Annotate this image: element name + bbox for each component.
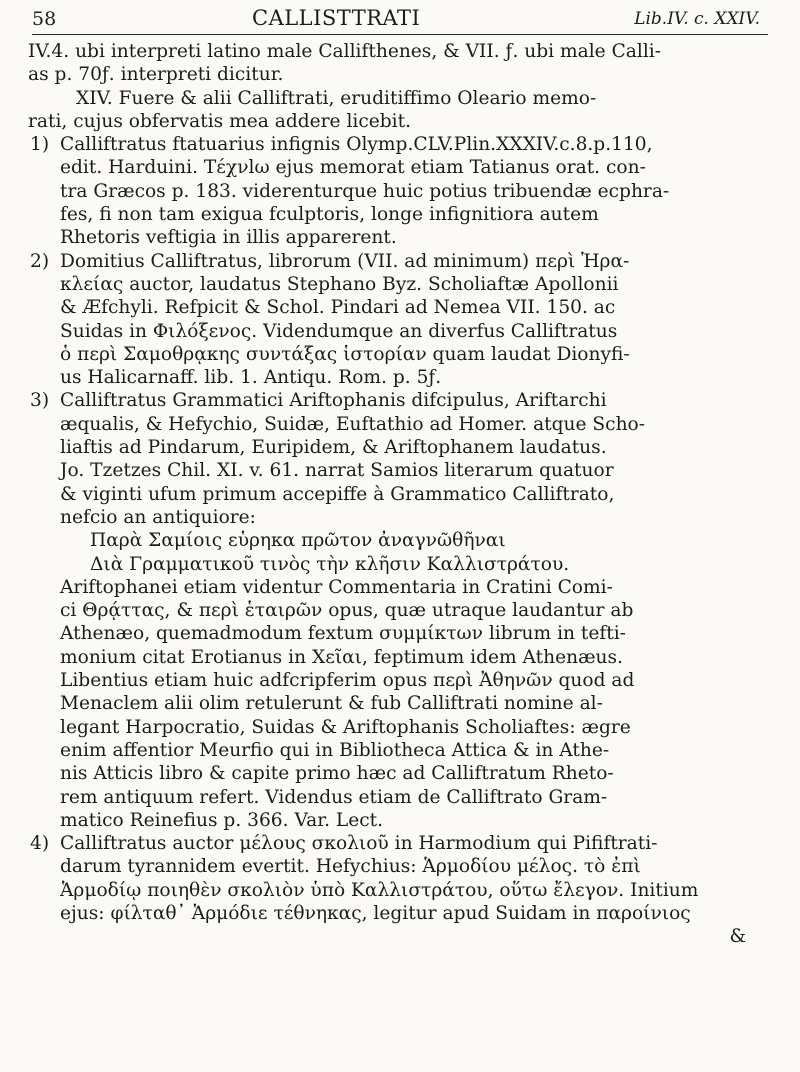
text-body <box>28 40 770 949</box>
numbered-item-1 <box>28 133 770 156</box>
text-line: nefcio an antiquiore: <box>60 506 256 528</box>
text-line: monium citat Erotianus in Χεῖαι, feptimum idem Athenæus. <box>60 646 623 668</box>
item-marker: 3) <box>30 390 50 412</box>
text-line: Menaclem alii olim retulerunt & fub Calliftrati nomine al- <box>60 693 603 715</box>
text-line: Jo. Tzetzes Chil. XI. v. 61. narrat Samios literarum quatuor <box>60 460 614 482</box>
item-marker: 4) <box>30 833 50 855</box>
text-line: Calliftratus auctor μέλους σκολιοῦ in Harmodium qui Pififtrati- <box>60 833 658 855</box>
catchword: & <box>729 926 746 948</box>
text-line: Rhetoris veftigia in illis apparerent. <box>60 227 397 249</box>
chapter-reference: Lib.IV. c. XXIV. <box>634 9 760 29</box>
text-line: darum tyrannidem evertit. Hefychius: Ἁρμοδίου μέλος. τὸ ἐπὶ <box>60 856 641 878</box>
text-line: ejus: φίλταθ᾽ Ἁρμόδιε τέθνηκας, legitur apud Suidam in παροίνιος <box>60 902 691 924</box>
text-line: Suidas in Φιλόξενος. Videndumque an diverfus Calliftratus <box>60 320 618 342</box>
text-line: Calliftratus Grammatici Ariftophanis difcipulus, Ariftarchi <box>60 390 607 412</box>
item-marker: 2) <box>30 250 50 272</box>
text-line: fes, fi non tam exigua fculptoris, longe infignitiora autem <box>60 204 599 226</box>
text-line: legant Harpocratio, Suidas & Ariftophanis Scholiaftes: ægre <box>60 716 631 738</box>
text-line: Athenæo, quemadmodum fextum συμμίκτων librum in tefti- <box>60 623 626 645</box>
text-line: rem antiquum refert. Videndus etiam de Calliftrato Gram- <box>60 786 608 808</box>
numbered-item-3 <box>28 389 770 412</box>
text-line: tra Græcos p. 183. viderenturque huic potius tribuendæ ecphra- <box>60 180 670 202</box>
text-line: IV.4. ubi interpreti latino male Callifthenes, & VII. ƒ. ubi male Calli- <box>28 41 662 62</box>
item-marker: 1) <box>30 134 50 156</box>
running-title: CALLISTTRATI <box>252 6 421 30</box>
text-line: liaftis ad Pindarum, Euripidem, & Ariftophanem laudatus. <box>60 437 607 459</box>
text-line: rati, cujus obfervatis mea addere licebit. <box>28 110 411 132</box>
greek-verse-line: Παρὰ Σαμίοις εὑρηκα πρῶτον ἀναγνῶθῆναι <box>90 530 506 552</box>
text-line: as p. 70ƒ. interpreti dicitur. <box>28 64 284 86</box>
text-line: & Æfchyli. Refpicit & Schol. Pindari ad Nemea VII. 150. ac <box>60 297 616 319</box>
text-line: Libentius etiam huic adfcripferim opus περὶ Ἀθηνῶν quod ad <box>60 670 635 692</box>
numbered-item-4 <box>28 832 770 855</box>
text-line: ὁ περὶ Σαμοθρᾳκης συντάξας ἱστορίαν quam laudat Dionyfi- <box>60 343 630 365</box>
greek-verse-line: Διὰ Γραμματικοῦ τινὸς τὴν κλῆσιν Καλλιστράτου. <box>90 553 570 575</box>
text-line: enim affentior Meurfio qui in Bibliotheca Attica & in Athe- <box>60 739 610 761</box>
text-line: Ἁρμοδίῳ ποιηθὲν σκολιὸν ὑπὸ Καλλιστράτου, οὕτω ἔλεγον. Initium <box>60 879 699 901</box>
text-line: matico Reinefius p. 366. Var. Lect. <box>60 809 384 831</box>
section-heading-line: XIV. Fuere & alii Calliftrati, eruditiffimo Oleario memo- <box>76 87 597 109</box>
text-line: κλείας auctor, laudatus Stephano Byz. Scholiaftæ Apollonii <box>60 273 619 295</box>
text-line: Domitius Calliftratus, librorum (VII. ad minimum) περὶ Ἡρα- <box>60 250 630 272</box>
text-line: æqualis, & Hefychio, Suidæ, Euftathio ad Homer. atque Scho- <box>60 413 646 435</box>
text-line: us Halicarnaff. lib. 1. Antiqu. Rom. p. 5ƒ. <box>60 367 442 389</box>
text-line: edit. Harduini. Τέχνlω ejus memorat etiam Tatianus orat. con- <box>60 157 646 179</box>
page-number: 58 <box>32 8 57 30</box>
text-line: Ariftophanei etiam videntur Commentaria in Cratini Comi- <box>60 576 613 598</box>
text-line: Calliftratus ftatuarius infignis Olymp.CLV.Plin.XXXIV.c.8.p.110, <box>60 134 653 156</box>
text-line: nis Atticis libro & capite primo hæc ad Calliftratum Rheto- <box>60 763 614 785</box>
text-line: ci Θρᾴττας, & περὶ ἑταιρῶν opus, quæ utraque laudantur ab <box>60 600 634 622</box>
text-line: & viginti ufum primum accepiffe à Grammatico Calliftrato, <box>60 483 615 505</box>
numbered-item-2 <box>28 250 770 273</box>
running-header <box>32 6 768 35</box>
